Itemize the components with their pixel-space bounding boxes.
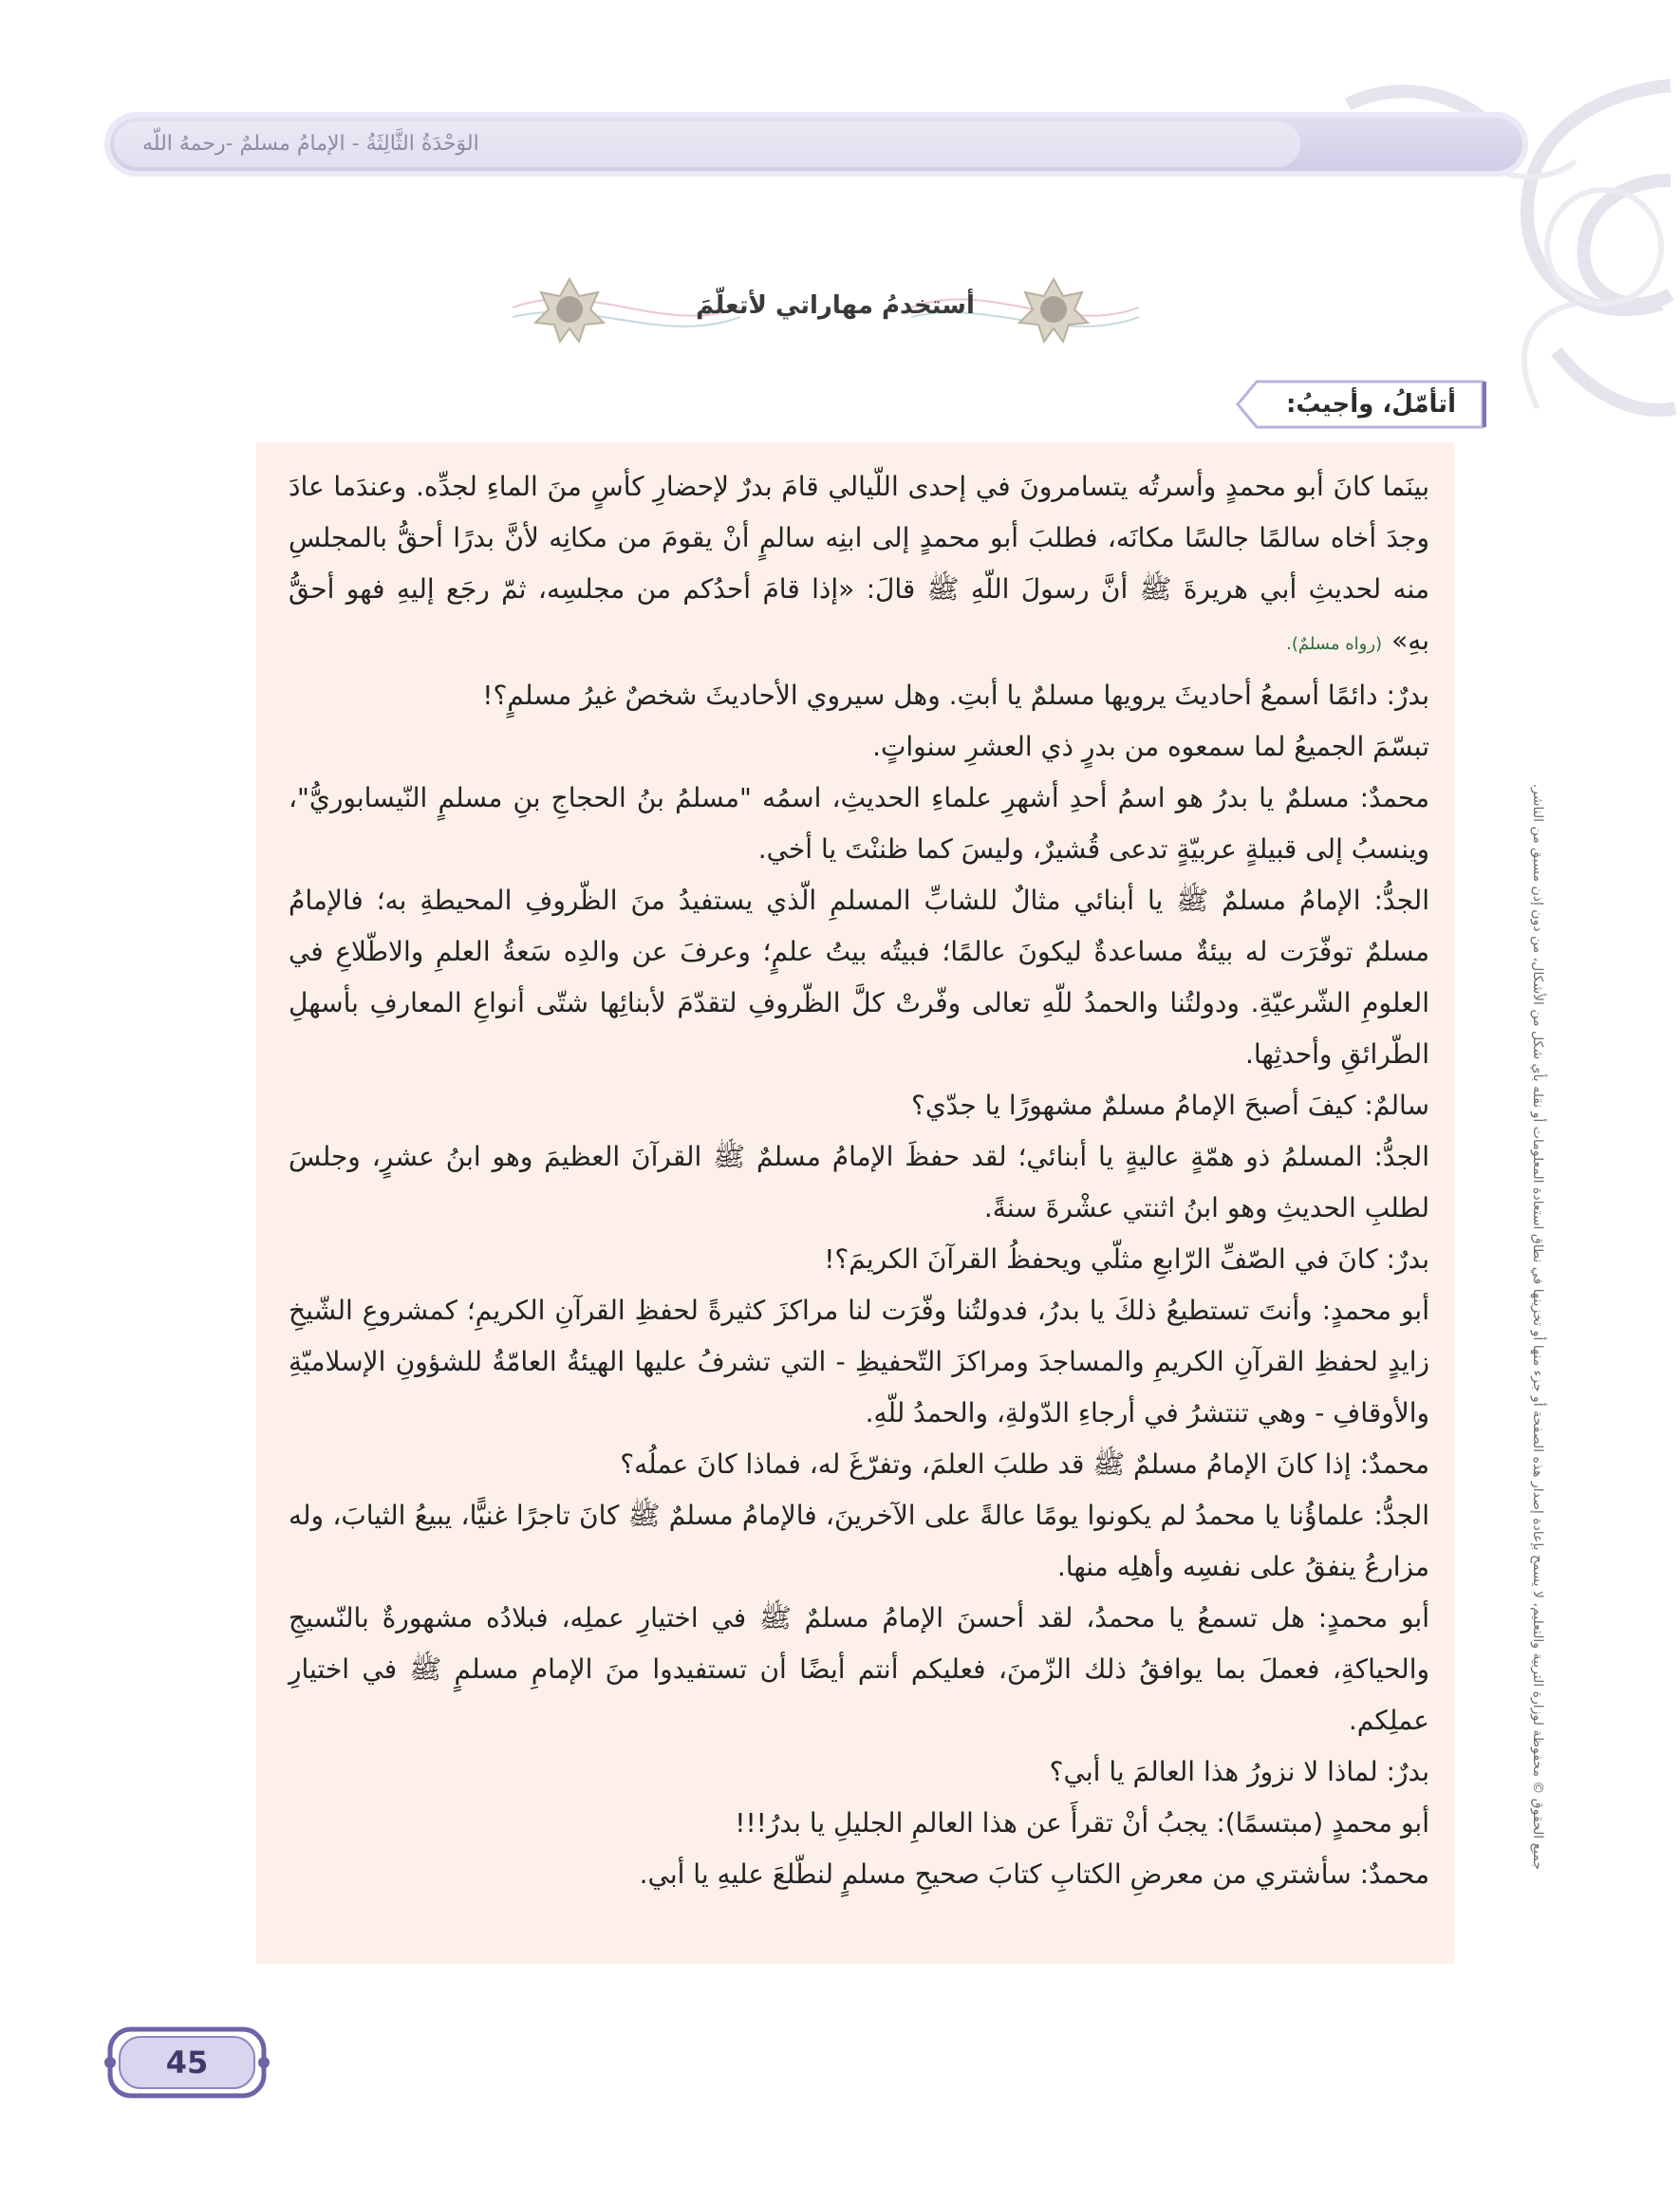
- dialogue-line: الجدُّ: علماؤُنا يا محمدُ لم يكونوا يومًا عالةً على الآخرينَ، فالإمامُ مسلمٌ ﷺ كانَ تاجرًا غنيًّا، يبيعُ الثيابَ، وله مزارعُ ينفقُ على نفسِه وأهلِه منها.: [289, 1500, 1429, 1582]
- section-title: أستخدمُ مهاراتي لأتعلّمَ: [696, 291, 975, 320]
- page-number-badge: [103, 2020, 271, 2105]
- unit-title: الوَحْدَةُ الثَّالِثَةُ - الإمامُ مسلمٌ -رحمهُ اللّه: [142, 132, 479, 156]
- dialogue-line: محمدٌ: إذا كانَ الإمامُ مسلمٌ ﷺ قد طلبَ العلمَ، وتفرّغَ له، فماذا كانَ عملُه؟: [620, 1448, 1429, 1480]
- dialogue-line: بدرٌ: دائمًا أسمعُ أحاديثَ يرويها مسلمٌ يا أبتِ. وهل سيروي الأحاديثَ شخصٌ غيرُ مسلمٍ؟!: [482, 680, 1429, 711]
- dialogue-line: الجدُّ: المسلمُ ذو همّةٍ عاليةٍ يا أبنائي؛ لقد حفظَ الإمامُ مسلمٌ ﷺ القرآنَ العظيمَ وهو ابنُ عشرٍ، وجلسَ لطلبِ الحديثِ وهو ابنُ اثنتي عشْرةَ سنةً.: [289, 1141, 1429, 1223]
- dialogue-line: تبسّمَ الجميعُ لما سمعوه من بدرٍ ذي العشرِ سنواتٍ.: [872, 731, 1429, 762]
- section-title-banner: [475, 270, 1177, 345]
- dialogue-line: محمدٌ: مسلمٌ يا بدرُ هو اسمُ أحدِ أشهرِ علماءِ الحديثِ، اسمُه "مسلمُ بنُ الحجاجِ بنِ مسلمٍ النّيسابوريُّ"، وينسبُ إلى قبيلةٍ عربيّةٍ تدعى قُشيرٌ، وليسَ كما ظننْتَ يا أخي.: [289, 782, 1429, 865]
- copyright-notice: جميع الحقوق © محفوظة لوزارة التربية والتعليم، لا يسمح بإعادة إصدار هذه الصفحة أو جزء منها أو تخزينها في نطاق استعادة المعلومات أو نقله بأي شكل من الأشكال، من دون إذن مسبق من الناشر.: [1530, 783, 1545, 1870]
- star-ornament-right: [1019, 279, 1088, 342]
- story-content: [256, 442, 1454, 1964]
- dialogue-line: أبو محمدٍ (مبتسمًا): يجبُ أنْ تقرأَ عن هذا العالمِ الجليلِ يا بدرُ!!!: [735, 1807, 1429, 1839]
- star-ornament-left: [535, 279, 604, 342]
- question-tab: [1234, 378, 1490, 431]
- paragraph-text: بينَما كانَ أبو محمدٍ وأسرتُه يتسامرونَ في إحدى اللّيالي قامَ بدرٌ لإحضارِ كأسٍ منَ الماءِ لجدِّه. وعندَما عادَ وجدَ أخاه سالمًا جالسًا مكانَه، فطلبَ أبو محمدٍ إلى ابنِه سالمٍ أنْ يقومَ من مكانِه لأنَّ بدرًا أحقُّ بالمجلسِ منه لحديثِ أبي هريرةَ ﷺ أنَّ رسولَ اللّهِ ﷺ قالَ: «إذا قامَ أحدُكم من مجلسِه، ثمّ رجَع إليهِ فهو أحقُّ بهِ»: [289, 471, 1429, 656]
- dialogue-line: بدرٌ: لماذا لا نزورُ هذا العالمَ يا أبي؟: [1049, 1756, 1429, 1787]
- dialogue-line: أبو محمدٍ: وأنتَ تستطيعُ ذلكَ يا بدرُ، فدولتُنا وفّرَت لنا مراكزَ كثيرةً لحفظِ القرآنِ الكريمِ؛ كمشروعِ الشّيخِ زايدٍ لحفظِ القرآنِ الكريمِ والمساجدَ ومراكزَ التّحفيظِ - التي تشرفُ عليها الهيئةُ العامّةُ للشؤونِ الإسلاميّةِ والأوقافِ - وهي تنتشرُ في أرجاءِ الدّولةِ، والحمدُ للّهِ.: [289, 1295, 1429, 1428]
- dialogue-line: سالمٌ: كيفَ أصبحَ الإمامُ مسلمٌ مشهورًا يا جدّي؟: [911, 1090, 1429, 1121]
- hadith-reference: (رواه مسلمٌ).: [1286, 634, 1383, 654]
- dialogue-line: أبو محمدٍ: هل تسمعُ يا محمدُ، لقد أحسنَ الإمامُ مسلمٌ ﷺ في اختيارِ عملِه، فبلادُه مشهورةٌ بالنّسيجِ والحياكةِ، فعملَ بما يوافقُ ذلك الزّمنَ، فعليكم أنتم أيضًا أن تستفيدوا منَ الإمامِ مسلمٍ ﷺ في اختيارِ عملِكم.: [289, 1602, 1429, 1736]
- dialogue-line: الجدُّ: الإمامُ مسلمٌ ﷺ يا أبنائي مثالٌ للشابِّ المسلمِ الّذي يستفيدُ منَ الظّروفِ المحيطةِ به؛ فالإمامُ مسلمٌ توفّرَت له بيئةٌ مساعدةٌ ليكونَ عالمًا؛ فبيتُه بيتُ علمٍ؛ وعرفَ عن والدِه سَعةُ العلمِ والاطّلاعِ في العلومِ الشّرعيّةِ. ودولتُنا والحمدُ للّهِ تعالى وفّرتْ كلَّ الظّروفِ لتقدّمَ لأبنائِها شتّى أنواعِ المعارفِ بأسهلِ الطّرائقِ وأحدثِها.: [289, 885, 1429, 1070]
- dialogue-line: محمدٌ: سأشتري من معرضِ الكتابِ كتابَ صحيحِ مسلمٍ لنطّلعَ عليهِ يا أبي.: [639, 1858, 1429, 1890]
- dialogue-line: بدرٌ: كانَ في الصّفِّ الرّابعِ مثلّي ويحفظُ القرآنَ الكريمَ؟!: [824, 1243, 1429, 1275]
- paragraph-intro: [289, 461, 1429, 670]
- question-label: أتأمّلُ، وأجيبُ:: [1285, 390, 1456, 419]
- page-number: 45: [165, 2044, 209, 2081]
